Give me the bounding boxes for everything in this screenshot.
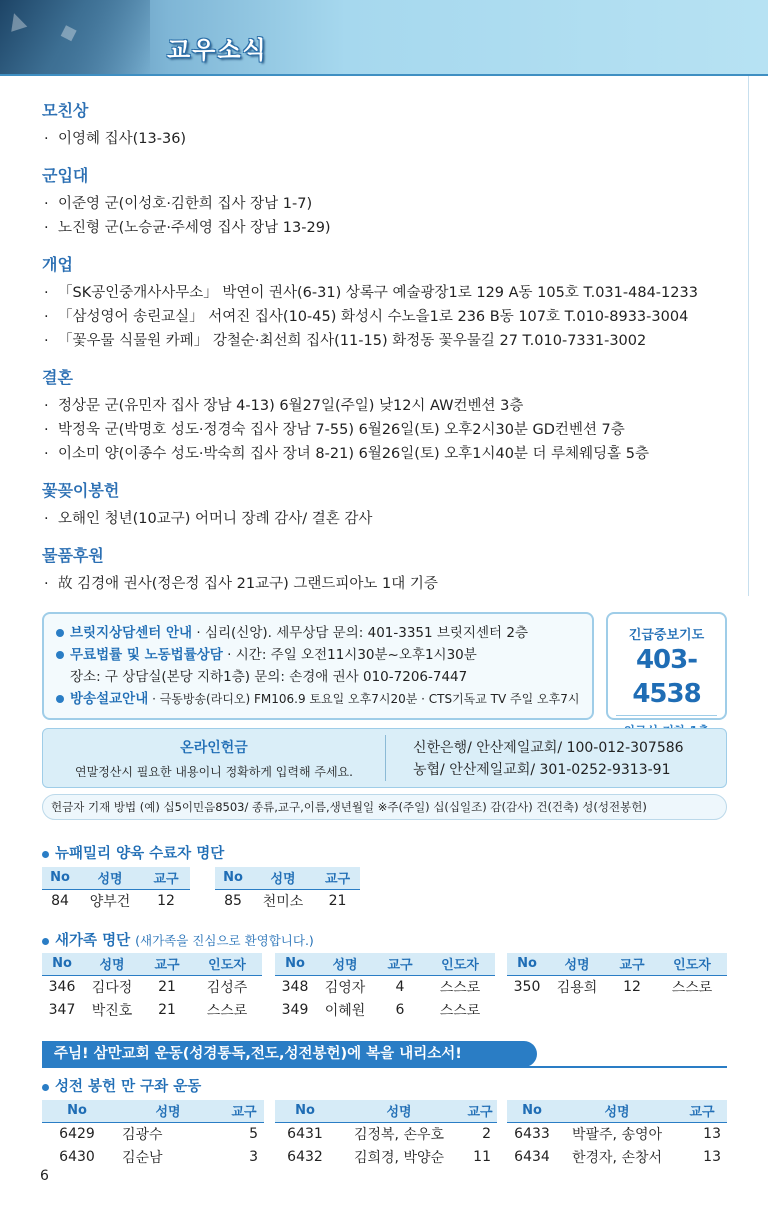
column-header: 교구 [315,867,360,889]
online-offering-label [43,729,385,787]
online-title: 온라인헌금 [180,740,248,756]
column-header: 성명 [557,1100,677,1122]
sanctuary-table [42,1100,264,1168]
column-header: 인도자 [192,953,262,975]
table-cell: 6433 [514,1125,550,1142]
table-row [215,889,360,912]
table-cell: 박진호 [91,1002,133,1019]
news-heading: 꽃꽂이봉헌 [42,481,120,500]
column-header: 성명 [335,1100,463,1122]
table-cell: 스스로 [671,979,713,996]
newfamily-title: 뉴패밀리 양육 수료자 명단 [42,842,224,863]
table-row [275,1145,497,1168]
news-item-text: 이준영 군(이성호·김한희 집사 장남 1-7) [58,196,313,212]
table-cell: 스스로 [439,979,481,996]
urgent-number: 403-4538 [632,645,701,709]
table-cell: 김순남 [122,1149,163,1166]
bank-accounts [413,737,684,781]
news-item-text: 이영혜 집사(13-36) [58,131,187,147]
bullet-dot: · [44,422,49,438]
header-photo: ▲ ◆ [0,0,150,76]
newcomers-title: 새가족 명단 (새가족을 진심으로 환영합니다.) [42,929,314,950]
bullet-icon [42,851,49,858]
table-row [42,998,262,1021]
newcomers-table [275,953,495,1021]
legal-location: 장소: 구 상담실(본당 지하1층) 문의: 손경애 권사 010-7206-7447 [70,669,468,685]
news-item [42,281,742,305]
bullet-icon [56,651,64,659]
table-cell: 21 [158,978,176,995]
news-heading: 군입대 [42,166,89,185]
campaign-banner: 주님! 삼만교회 운동(성경통독,전도,성전봉헌)에 복을 내리소서! [42,1041,537,1067]
news-item [42,442,742,466]
bullet-dot: · [44,309,49,325]
bank-account: 신한은행/ 안산제일교회/ 100-012-307586 [413,740,684,756]
table-cell: 347 [48,1001,76,1018]
news-item-text: 박정욱 군(박명호 성도·정경숙 집사 장남 7-55) 6월26일(토) 오후2시30분 GD컨벤션 7층 [58,422,625,438]
news-heading: 결혼 [42,368,73,387]
column-header: 교구 [224,1100,264,1122]
table-row [275,998,495,1021]
bullet-dot: · [44,333,49,349]
column-header: 교구 [463,1100,497,1122]
bullet-dot: · [44,196,49,212]
online-note: 연말정산시 필요한 내용이니 정확하게 입력해 주세요. [75,765,353,779]
table-cell: 2 [482,1125,491,1142]
table-cell: 6431 [287,1125,323,1142]
table-cell: 김영자 [324,979,366,996]
table-cell: 박팔주, 송영아 [571,1126,663,1143]
column-header: No [42,1100,112,1122]
table-row [507,1122,727,1145]
news-item-text: 「SK공인중개사사무소」 박연이 권사(6-31) 상록구 예술광장1로 129 A동 105호 T.031-484-1233 [58,285,698,301]
table-row [507,1145,727,1168]
table-cell: 한경자, 손창서 [571,1149,663,1166]
column-header: No [42,867,78,889]
newcomers-table [507,953,727,998]
table-cell: 6429 [59,1125,95,1142]
table-row [42,889,190,912]
table-cell: 6434 [514,1148,550,1165]
table-cell: 스스로 [439,1002,481,1019]
news-item-text: 「삼성영어 송린교실」 서여진 집사(10-45) 화성시 수노을1로 236 B동 107호 T.010-8933-3004 [58,309,689,325]
news-item [42,192,742,216]
table-row [507,975,727,998]
sanctuary-table [507,1100,727,1168]
column-header: 성명 [112,1100,224,1122]
column-header: No [507,953,547,975]
bullet-icon [56,629,64,637]
column-header: 성명 [251,867,315,889]
table-cell: 이혜원 [324,1002,366,1019]
urgent-title: 긴급중보기도 [628,628,705,643]
column-header: 교구 [142,953,192,975]
bullet-icon [42,938,49,945]
divider [385,735,386,781]
news-item-text: 이소미 양(이종수 성도·박숙희 집사 장녀 8-21) 6월26일(토) 오후1시40분 더 루체웨딩홀 5층 [58,446,650,462]
column-header: 성명 [78,867,142,889]
table-cell: 6 [395,1001,405,1018]
table-cell: 김성주 [206,979,248,996]
giving-instructions: 헌금자 기재 방법 (예) 십5이민음8503/ 종류,교구,이름,생년월일 ※주(주일) 십(십일조) 감(감사) 건(건축) 성(성전봉헌) [42,794,727,820]
table-cell: 84 [51,892,69,909]
bank-account: 농협/ 안산제일교회/ 301-0252-9313-91 [413,762,671,778]
table-cell: 21 [158,1001,176,1018]
broadcast-info: 방송설교안내 · 극동방송(라디오) FM106.9 토요일 오후7시20분 · CTS기독교 TV 주일 오후7시 [56,688,580,710]
table-cell: 346 [48,978,76,995]
news-item [42,418,742,442]
column-header: 성명 [82,953,142,975]
column-header: No [275,953,315,975]
table-row [42,975,262,998]
bullet-icon [56,695,64,703]
column-header: 성명 [547,953,607,975]
table-cell: 6432 [287,1148,323,1165]
banner-line [42,1066,727,1068]
news-item-text: 오해인 청년(10교구) 어머니 장례 감사/ 결혼 감사 [58,511,373,527]
column-header: 교구 [677,1100,727,1122]
urgent-prayer-box [606,612,727,720]
table-row [275,975,495,998]
column-header: 성명 [315,953,375,975]
right-margin-line [748,76,749,596]
table-cell: 김다정 [91,979,133,996]
news-heading: 개업 [42,255,73,274]
column-header: 교구 [375,953,425,975]
news-item [42,507,742,531]
news-item-text: 故 김경애 권사(정은정 집사 21교구) 그랜드피아노 1대 기증 [58,576,438,592]
news-item-text: 노진형 군(노승균·주세영 집사 장남 13-29) [58,220,331,236]
table-cell: 김용희 [556,979,598,996]
news-item [42,305,742,329]
table-cell: 85 [224,892,242,909]
table-row [42,1122,264,1145]
column-header: 교구 [607,953,657,975]
column-header: No [42,953,82,975]
column-header: No [275,1100,335,1122]
news-heading: 물품후원 [42,546,104,565]
bullet-dot: · [44,131,49,147]
newcomers-table [42,953,262,1021]
bullet-dot: · [44,285,49,301]
counseling-info: 브릿지상담센터 안내 · 심리(신앙). 세무상담 문의: 401-3351 브릿지센터 2층 [56,622,580,644]
table-cell: 21 [328,892,347,909]
column-header: 교구 [142,867,190,889]
column-header: 인도자 [425,953,495,975]
column-header: 인도자 [657,953,727,975]
header-underline [0,74,768,76]
table-cell: 천미소 [262,893,304,910]
table-row [275,1122,497,1145]
news-item [42,127,742,151]
table-cell: 12 [157,892,175,909]
table-cell: 6430 [59,1148,95,1165]
section-title: 교우소식 [167,36,268,64]
table-cell: 4 [395,978,405,995]
news-item [42,216,742,240]
column-header: No [507,1100,557,1122]
church-news [42,98,742,596]
table-cell: 12 [623,978,641,995]
table-cell: 5 [249,1125,258,1142]
divider [616,715,717,716]
news-item [42,394,742,418]
table-cell: 3 [249,1148,258,1165]
online-offering-box [42,728,727,788]
section-header [0,0,768,76]
news-heading: 모친상 [42,101,89,120]
info-box [42,612,594,720]
bullet-dot: · [44,398,49,414]
news-item [42,572,742,596]
sanctuary-title: 성전 봉헌 만 구좌 운동 [42,1075,201,1096]
bullet-icon [42,1084,49,1091]
newfamily-table [42,867,190,912]
table-cell: 김광수 [122,1126,163,1143]
legal-info: 무료법률 및 노동법률상담 · 시간: 주일 오전11시30분~오후1시30분 [56,644,580,666]
column-header: No [215,867,251,889]
bullet-dot: · [44,446,49,462]
table-cell: 349 [281,1001,309,1018]
table-cell: 13 [703,1125,721,1142]
news-item [42,329,742,353]
news-item-text: 「꽃우물 식물원 카페」 강철순·최선희 집사(11-15) 화정동 꽃우물길 27 T.010-7331-3002 [58,333,647,349]
table-cell: 김정복, 손우호 [353,1126,445,1143]
news-item-text: 정상문 군(유민자 집사 장남 4-13) 6월27일(주일) 낮12시 AW컨벤션 3층 [58,398,524,414]
page-number: 6 [40,1168,49,1184]
bullet-dot: · [44,511,49,527]
bullet-dot: · [44,220,49,236]
newfamily-table [215,867,360,912]
sanctuary-table [275,1100,497,1168]
table-cell: 김희경, 박양순 [353,1149,445,1166]
table-cell: 양부건 [89,893,131,910]
table-cell: 350 [513,978,541,995]
table-cell: 348 [281,978,309,995]
table-cell: 13 [703,1148,721,1165]
bullet-dot: · [44,576,49,592]
table-cell: 스스로 [206,1002,248,1019]
table-cell: 11 [473,1148,491,1165]
table-row [42,1145,264,1168]
